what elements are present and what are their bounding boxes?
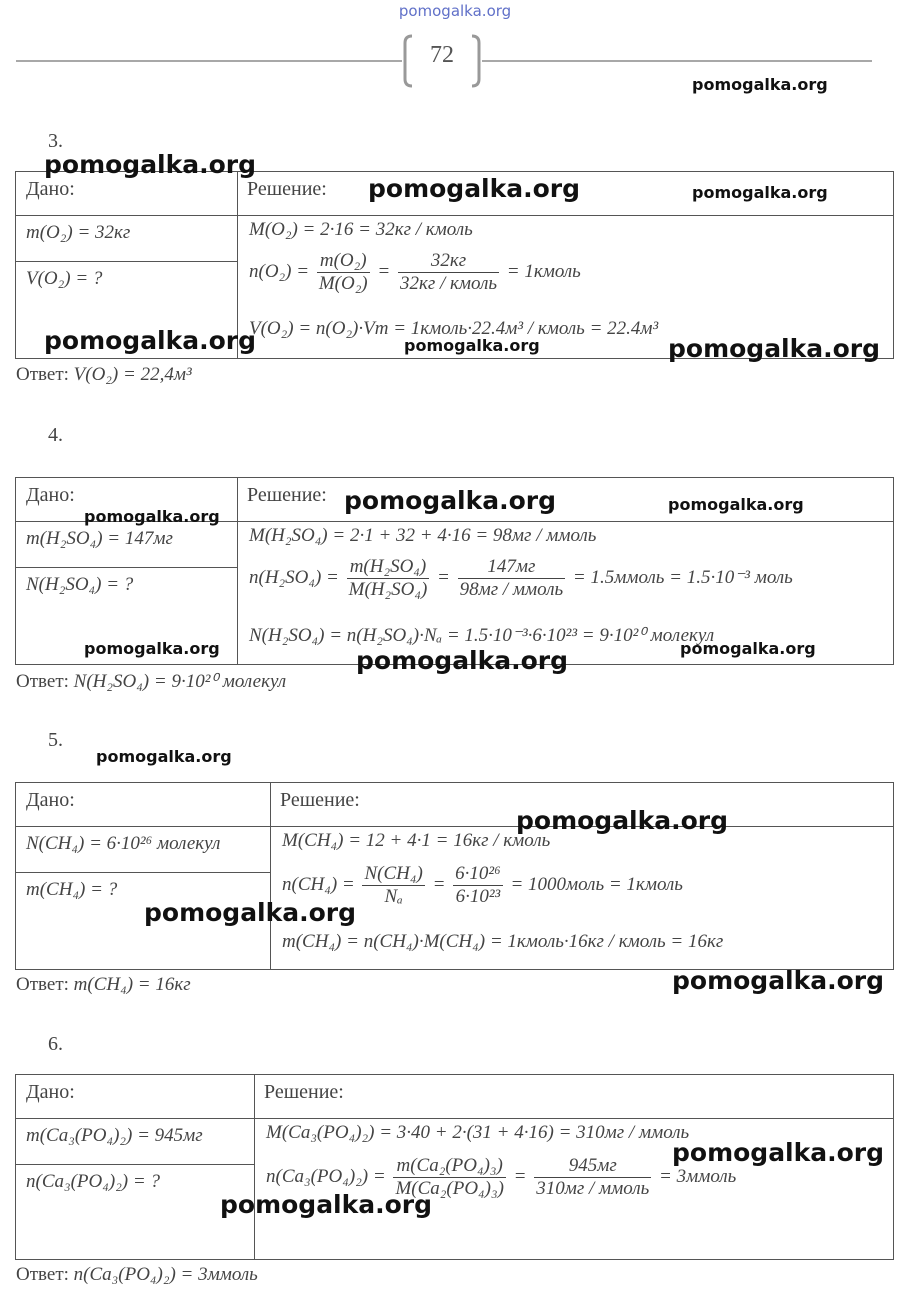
- given-value: m(O₂) = 32кг: [26, 222, 131, 243]
- watermark: pomogalka.org: [356, 646, 569, 675]
- header-rule-left: [16, 60, 402, 62]
- unknown-value: V(O₂) = ?: [26, 268, 103, 289]
- solution-fraction-line: n(Ca₃(PO₄)₂) = $\frac{\text{m(Ca₂(PO₄)₃)}}{\text{M(Ca₂(PO₄)₃)}}$ = $\frac{945мг}{\text{310мг / ммоль}}$ = 3ммоль: [266, 1155, 737, 1199]
- solution-header: Решение:: [264, 1081, 344, 1103]
- solution-line: M(O₂) = 2·16 = 32кг / кмоль: [249, 219, 473, 240]
- solution-line: V(O₂) = n(O₂)·Vm = 1кмоль·22.4м³ / кмоль = 22.4м³: [249, 318, 659, 339]
- solution-line: N(H₂SO₄) = n(H₂SO₄)·Nₐ = 1.5·10⁻³·6·10²³ = 9·10²⁰ молекул: [249, 625, 715, 646]
- watermark: pomogalka.org: [672, 966, 885, 995]
- answer-line: Ответ: N(H₂SO₄) = 9·10²⁰ молекул: [16, 671, 287, 692]
- problem-table: [15, 1074, 894, 1260]
- watermark: pomogalka.org: [668, 334, 881, 363]
- watermark: pomogalka.org: [668, 495, 804, 514]
- watermark: pomogalka.org: [344, 486, 557, 515]
- given-header: Дано:: [26, 789, 75, 811]
- solution-fraction-line: n(CH₄) = $\frac{\text{N(CH₄)}}{\text{Nₐ}}$ = $\frac{\text{6·10²⁶}}{\text{6·10²³}}$ = 1000моль = 1кмоль: [282, 863, 683, 907]
- solution-line: M(CH₄) = 12 + 4·1 = 16кг / кмоль: [282, 830, 551, 851]
- solution-header: Решение:: [280, 789, 360, 811]
- answer-line: Ответ: n(Ca₃(PO₄)₂) = 3ммоль: [16, 1264, 258, 1285]
- given-value: m(Ca₃(PO₄)₂) = 945мг: [26, 1125, 203, 1146]
- site-header-link[interactable]: pomogalka.org: [398, 2, 512, 20]
- watermark: pomogalka.org: [84, 639, 220, 658]
- solution-fraction-line: n(O₂) = $\frac{\text{m(O₂)}}{\text{M(O₂)}}$ = $\frac{32кг}{\text{32кг / кмоль}}$ = 1кмоль: [249, 250, 581, 294]
- watermark: pomogalka.org: [84, 507, 220, 526]
- given-value: m(H₂SO₄) = 147мг: [26, 528, 173, 549]
- header-rule-right: [482, 60, 872, 62]
- given-header: Дано:: [26, 178, 75, 200]
- solution-line: m(CH₄) = n(CH₄)·M(CH₄) = 1кмоль·16кг / кмоль = 16кг: [282, 931, 724, 952]
- answer-line: Ответ: m(CH₄) = 16кг: [16, 974, 191, 995]
- answer-line: Ответ: V(O₂) = 22,4м³: [16, 364, 192, 385]
- problem-number: 6.: [48, 1033, 63, 1055]
- unknown-value: N(H₂SO₄) = ?: [26, 574, 134, 595]
- watermark: pomogalka.org: [672, 1138, 885, 1167]
- given-header: Дано:: [26, 484, 75, 506]
- given-value: N(CH₄) = 6·10²⁶ молекул: [26, 833, 221, 854]
- solution-fraction-line: n(H₂SO₄) = $\frac{\text{m(H₂SO₄)}}{\text{M(H₂SO₄)}}$ = $\frac{147мг}{\text{98мг / ммоль}}$ = 1.5ммоль = 1.5·10⁻³ моль: [249, 556, 793, 600]
- solution-header: Решение:: [247, 178, 327, 200]
- unknown-value: n(Ca₃(PO₄)₂) = ?: [26, 1171, 160, 1192]
- page-number: 72: [430, 42, 454, 68]
- solution-line: M(Ca₃(PO₄)₂) = 3·40 + 2·(31 + 4·16) = 310мг / ммоль: [266, 1122, 690, 1143]
- watermark: pomogalka.org: [96, 747, 232, 766]
- problem-table: [15, 782, 894, 970]
- given-header: Дано:: [26, 1081, 75, 1103]
- watermark: pomogalka.org: [692, 183, 828, 202]
- problem-number: 5.: [48, 729, 63, 751]
- watermark: pomogalka.org: [516, 806, 729, 835]
- unknown-value: m(CH₄) = ?: [26, 879, 118, 900]
- watermark: pomogalka.org: [368, 174, 581, 203]
- watermark: pomogalka.org: [692, 75, 828, 94]
- watermark: pomogalka.org: [144, 898, 357, 927]
- solution-header: Решение:: [247, 484, 327, 506]
- problem-number: 3.: [48, 130, 63, 152]
- page-number-box: [402, 34, 482, 88]
- watermark: pomogalka.org: [220, 1190, 433, 1219]
- watermark: pomogalka.org: [44, 150, 257, 179]
- problem-number: 4.: [48, 424, 63, 446]
- solution-line: M(H₂SO₄) = 2·1 + 32 + 4·16 = 98мг / ммоль: [249, 525, 597, 546]
- watermark: pomogalka.org: [44, 326, 257, 355]
- watermark: pomogalka.org: [404, 336, 540, 355]
- watermark: pomogalka.org: [680, 639, 816, 658]
